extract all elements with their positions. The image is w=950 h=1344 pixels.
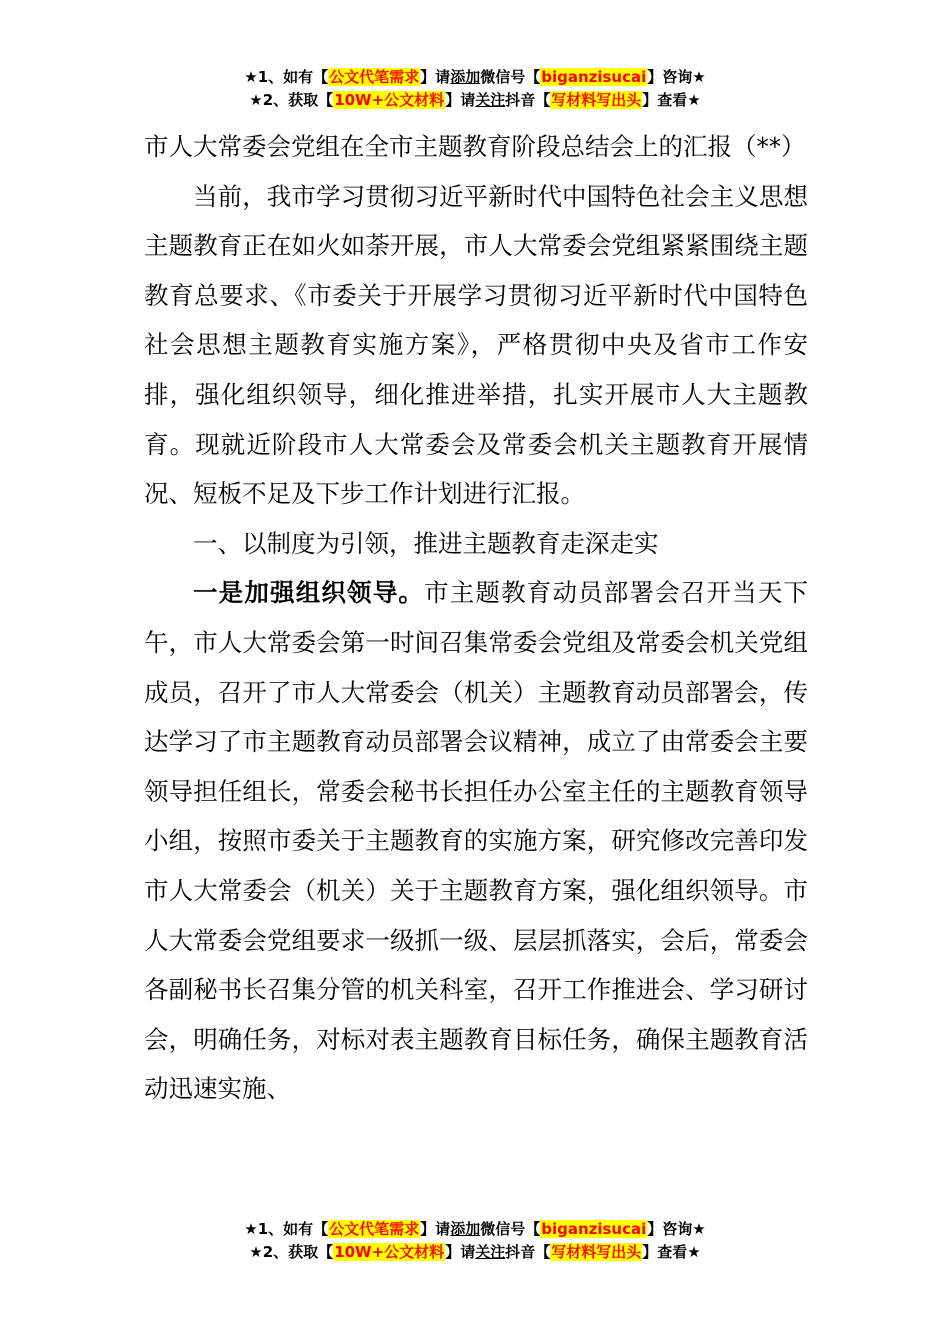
underlined-add: 添加	[450, 68, 481, 86]
banner-text: 1、如有【	[257, 68, 329, 86]
highlight-wechat-id: biganzisucai	[541, 1220, 647, 1238]
banner-text: 微信号【	[480, 68, 541, 86]
banner-text: 】咨询★	[647, 1220, 706, 1238]
paragraph-text: 市主题教育动员部署会召开当天下午，市人大常委会第一时间召集常委会党组及常委会机关党组成员，召开了市人大常委会（机关）主题教育动员部署会，传达学习了市主题教育动员部署会议精神，成立了由常委会主要领导担任组长，常委会秘书长担任办公室主任的主题教育领导小组，按照市委关于主题教育的实施方案，研究修改完善印发市人大常委会（机关）关于主题教育方案，强化组织领导。市人大常委会党组要求一级抓一级、层层抓落实，会后，常委会各副秘书长召集分管的机关科室，召开工作推进会、学习研讨会，明确任务，对标对表主题教育目标任务，确保主题教育活动迅速实施、	[144, 578, 809, 1104]
highlight-douyin: 写材料写出头	[551, 91, 642, 109]
intro-paragraph: 当前，我市学习贯彻习近平新时代中国特色社会主义思想主题教育正在如火如荼开展，市人大常委会党组紧紧围绕主题教育总要求、《市委关于开展学习贯彻习近平新时代中国特色社会思想主题教育实施方案》，严格贯彻中央及省市工作安排，强化组织领导，细化推进举措，扎实开展市人大主题教育。现就近阶段市人大常委会及常委会机关主题教育开展情况、短板不足及下步工作计划进行汇报。	[144, 181, 808, 509]
banner-text: 】请	[445, 91, 476, 109]
banner-text: 抖音【	[505, 91, 551, 109]
highlight-douyin: 写材料写出头	[551, 1243, 642, 1261]
underlined-add: 添加	[450, 1220, 481, 1238]
banner-line-1	[0, 66, 950, 89]
banner-text: 】查看★	[642, 91, 701, 109]
highlight-service: 公文代笔需求	[329, 1220, 420, 1238]
highlight-service: 公文代笔需求	[329, 68, 420, 86]
banner-line-1	[0, 1218, 950, 1241]
underlined-follow: 关注	[475, 91, 506, 109]
banner-text: 】请	[420, 1220, 451, 1238]
banner-text: 1、如有【	[257, 1220, 329, 1238]
star-icon: ★	[244, 68, 258, 86]
highlight-materials: 10W+公文材料	[334, 91, 445, 109]
highlight-wechat-id: biganzisucai	[541, 68, 647, 86]
banner-text: 抖音【	[505, 1243, 551, 1261]
paragraph-lead: 一是加强组织领导。	[193, 578, 425, 608]
paragraph-1	[144, 568, 808, 1114]
banner-text: 】请	[445, 1243, 476, 1261]
banner-text: 2、获取【	[262, 91, 334, 109]
banner-line-2	[0, 1241, 950, 1264]
section-heading: 一、以制度为引领，推进主题教育走深走实	[193, 528, 659, 558]
star-icon: ★	[249, 91, 263, 109]
document-body	[144, 122, 808, 1114]
banner-line-2	[0, 89, 950, 112]
header-banner	[0, 66, 950, 112]
banner-text: 】查看★	[642, 1243, 701, 1261]
banner-text: 2、获取【	[262, 1243, 334, 1261]
footer-banner	[0, 1218, 950, 1264]
highlight-materials: 10W+公文材料	[334, 1243, 445, 1261]
star-icon: ★	[249, 1243, 263, 1261]
banner-text: 】请	[420, 68, 451, 86]
underlined-follow: 关注	[475, 1243, 506, 1261]
document-title: 市人大常委会党组在全市主题教育阶段总结会上的汇报（**）	[144, 132, 806, 161]
banner-text: 微信号【	[480, 1220, 541, 1238]
banner-text: 】咨询★	[647, 68, 706, 86]
star-icon: ★	[244, 1220, 258, 1238]
